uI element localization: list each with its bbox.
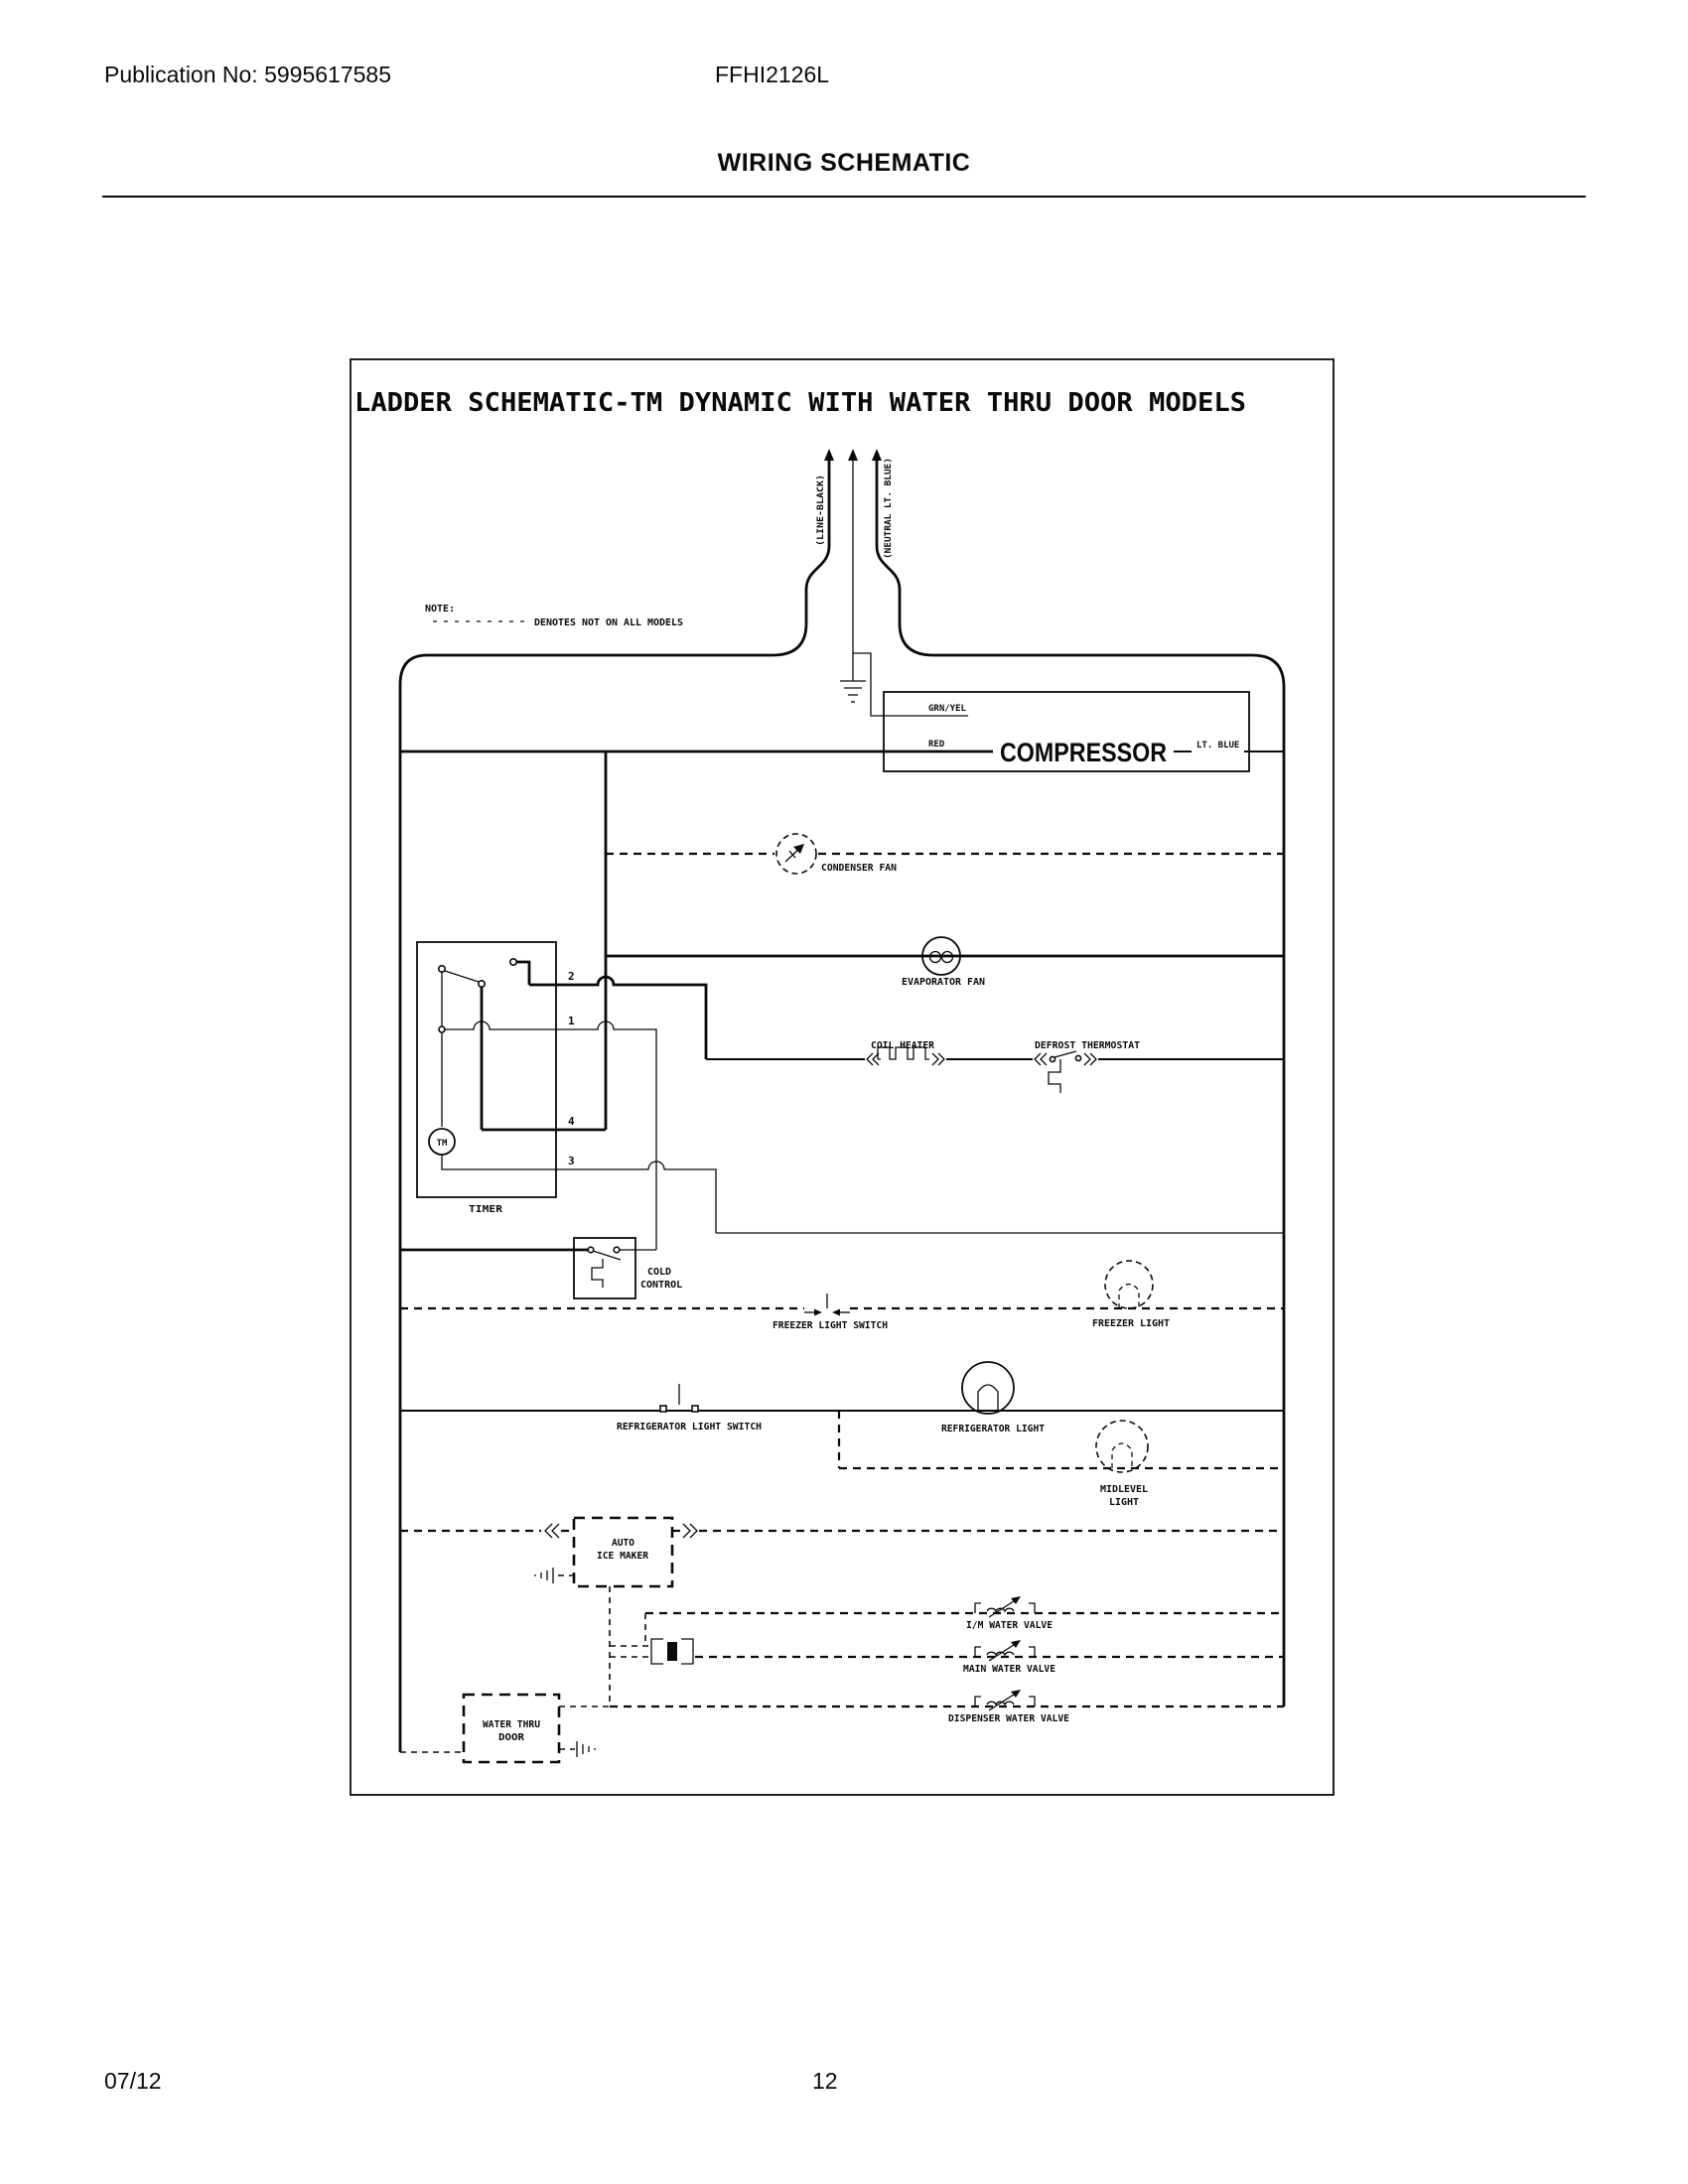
midlevel-light-label-2: LIGHT [1109,1497,1139,1508]
refrigerator-light-rung [400,1362,1284,1434]
ice-maker-rung [400,1518,1284,1586]
timer-terminal-1: 1 [568,1015,575,1027]
freezer-light-switch-icon [804,1294,850,1316]
timer-terminal-3: 3 [568,1155,575,1167]
valve-pair-wires [610,1646,651,1657]
footer-page-number: 12 [812,2068,838,2094]
ice-maker-label-2: ICE MAKER [597,1551,649,1562]
water-thru-door-component [400,1695,610,1762]
compressor-rung [400,692,1284,771]
switch-arrowhead-left [814,1309,822,1316]
compressor-left-label: RED [928,740,945,750]
im-water-valve-label: I/M WATER VALVE [966,1620,1053,1631]
plug-left [651,1639,663,1664]
timer-motor-label: TM [436,1139,448,1149]
schematic-border [351,359,1334,1795]
note-label: NOTE: [425,604,456,614]
water-thru-door-label-1: WATER THRU [483,1719,540,1730]
defrost-rung [706,1040,1284,1093]
midlevel-light-rung [839,1411,1284,1508]
evaporator-fan-rung [606,937,1284,988]
model-number: FFHI2126L [715,62,830,87]
connector-icon [1084,1053,1096,1065]
midlevel-light-filament [1112,1443,1132,1468]
publication-number: Publication No: 5995617585 [104,62,392,87]
timer-contact-a [439,966,445,972]
timer-switch-arm [445,971,479,982]
plug-connector-icon [651,1639,693,1664]
timer-box [417,942,556,1197]
page-title: WIRING SCHEMATIC [717,149,971,177]
power-entry [400,449,1284,1752]
compressor-label: COMPRESSOR [1000,738,1167,767]
connector-icon [932,1053,944,1065]
connector-icon [683,1524,697,1538]
dispenser-water-valve-label: DISPENSER WATER VALVE [948,1713,1069,1724]
schematic-title: LADDER SCHEMATIC-TM DYNAMIC WITH WATER THRU DOOR MODELS [354,388,1246,418]
neutral-wire-label: (NEUTRAL LT. BLUE) [884,462,894,559]
water-thru-door-label-2: DOOR [498,1732,526,1743]
cold-control-box [574,1238,635,1298]
refrigerator-light-switch-icon [660,1384,698,1412]
switch-terminal-a [660,1406,666,1412]
connector-icon [545,1524,559,1538]
line-wire-label: (LINE-BLACK) [816,480,826,546]
timer-contact-c [510,959,516,965]
switch-terminal-b [692,1406,698,1412]
midlevel-light-label-1: MIDLEVEL [1100,1484,1148,1495]
condenser-fan-rung [606,834,1284,874]
timer-terminal-4: 4 [568,1115,575,1128]
compressor-right-label: LT. BLUE [1196,741,1240,751]
freezer-light-filament [1119,1285,1139,1309]
freezer-light-switch-label: FREEZER LIGHT SWITCH [773,1320,888,1331]
ground-icon [535,1568,553,1583]
note-text: DENOTES NOT ON ALL MODELS [534,617,683,628]
cold-control-component [400,1238,682,1298]
header-rule [102,196,1586,198]
switch-arrowhead-right [832,1309,840,1316]
freezer-light-label: FREEZER LIGHT [1092,1318,1170,1329]
wiring-schematic-diagram [338,347,1350,1807]
timer-component [417,942,1284,1250]
defrost-thermostat-label: DEFROST THERMOSTAT [1035,1040,1140,1051]
defrost-thermostat-step-icon [1049,1059,1060,1093]
refrigerator-light-switch-label: REFRIGERATOR LIGHT SWITCH [617,1422,762,1433]
defrost-switch-arm [1055,1051,1076,1057]
condenser-fan-motor-icon [776,834,816,874]
plug-bar [667,1642,677,1661]
defrost-contact-a [1050,1056,1055,1061]
cold-control-contact-b [614,1247,620,1253]
cold-control-label-1: COLD [647,1267,672,1278]
ground-icon [577,1741,595,1757]
evaporator-fan-label: EVAPORATOR FAN [902,977,985,988]
cold-control-contact-a [588,1247,594,1253]
connector-icon [1035,1053,1047,1065]
condenser-fan-label: CONDENSER FAN [821,863,897,874]
midlevel-light-lamp-icon [1096,1421,1148,1472]
connector-icon [867,1053,879,1065]
timer-contact-b [479,981,485,987]
compressor-ground-label: GRN/YEL [928,704,966,714]
timer-t1-wire [445,1022,656,1250]
refrigerator-light-lamp-icon [962,1362,1014,1414]
footer-date: 07/12 [104,2068,162,2094]
neutral-wire-right-rail [877,457,1284,1706]
main-water-valve-label: MAIN WATER VALVE [963,1664,1055,1675]
water-valve-wiring [610,1586,1284,1724]
timer-t2-stub [516,962,529,985]
timer-terminal-2: 2 [568,970,575,983]
plug-right [681,1639,693,1664]
freezer-light-rung [400,1261,1284,1331]
note-legend [425,604,683,628]
midlevel-wire [839,1411,1284,1468]
refrigerator-light-label: REFRIGERATOR LIGHT [941,1424,1045,1434]
timer-label: TIMER [469,1204,504,1215]
cold-control-step-icon [592,1259,603,1288]
coil-heater-label: COIL HEATER [871,1040,935,1051]
ice-maker-label-1: AUTO [612,1538,634,1549]
defrost-contact-b [1075,1055,1080,1060]
timer-junction-dot [439,1026,445,1032]
ground-icon [840,681,866,702]
timer-t4-wire [482,987,606,1130]
refrigerator-light-filament [978,1385,998,1411]
cold-control-label-2: CONTROL [640,1280,683,1291]
